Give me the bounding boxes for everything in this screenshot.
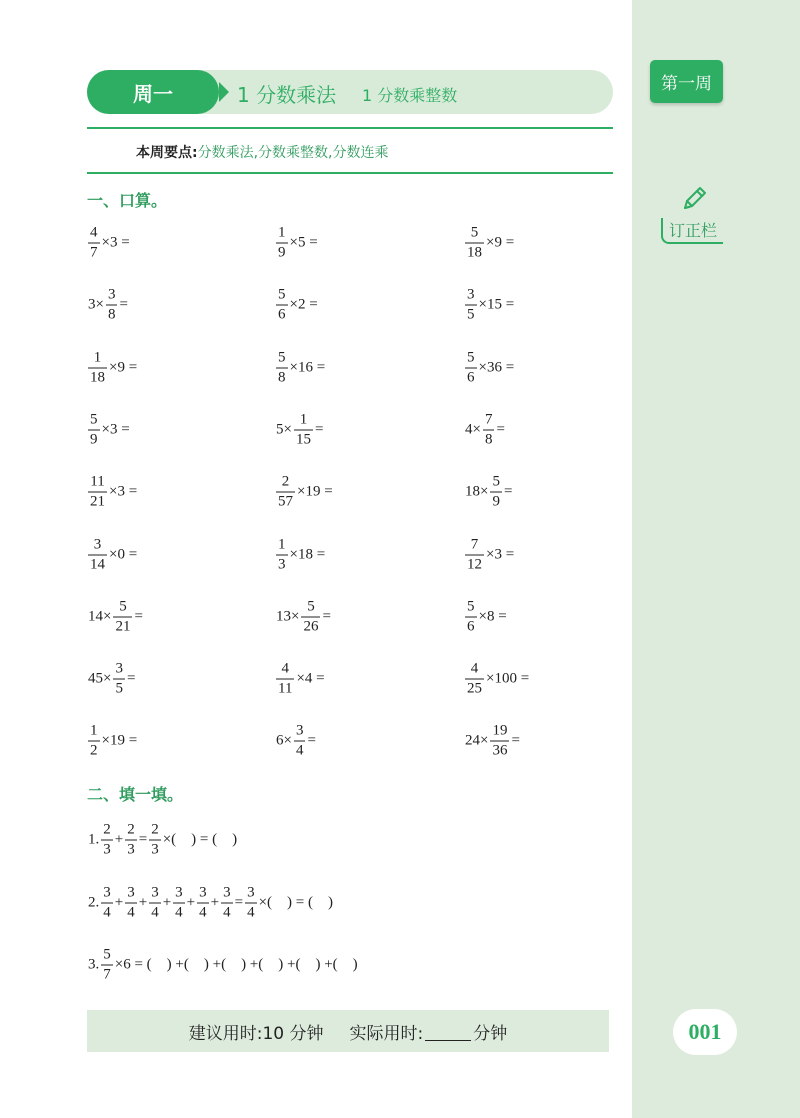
denominator: 7 — [103, 966, 111, 983]
divider-bottom — [87, 172, 613, 174]
oral-calc-problem — [464, 475, 513, 510]
actual-time-unit: 分钟 — [473, 1023, 508, 1044]
divider-top — [87, 127, 613, 129]
denominator: 15 — [295, 431, 311, 448]
fraction — [88, 475, 107, 510]
actual-time-blank[interactable] — [425, 1022, 471, 1041]
denominator: 57 — [278, 493, 293, 510]
expression-text: 1. — [88, 831, 100, 848]
expression-text: ×9 = — [109, 359, 138, 376]
fill-in-problem — [87, 823, 238, 858]
fraction — [125, 886, 137, 921]
oral-calc-problem — [464, 288, 515, 323]
fraction — [465, 662, 484, 697]
key-points — [136, 142, 389, 162]
denominator: 18 — [90, 369, 105, 386]
numerator: 3 — [175, 884, 183, 901]
expression-text: ×4 = — [296, 670, 325, 687]
expression-text: 6× — [276, 732, 292, 749]
fraction — [245, 886, 257, 921]
denominator: 18 — [467, 244, 482, 261]
denominator: 8 — [107, 306, 116, 323]
oral-calc-problem — [464, 412, 506, 447]
oral-calc-problem — [87, 288, 129, 323]
numerator: 2 — [151, 821, 159, 838]
denominator: 7 — [90, 244, 98, 261]
denominator: 4 — [175, 904, 183, 921]
suggested-time-value: 10 分钟 — [262, 1023, 324, 1044]
key-points-value: 分数乘法,分数乘整数,分数连乘 — [197, 145, 389, 161]
denominator: 5 — [467, 306, 475, 323]
oral-calc-problem — [275, 350, 326, 385]
expression-text: = — [322, 608, 331, 625]
denominator: 25 — [467, 680, 482, 697]
actual-time-label: 实际用时: — [349, 1023, 424, 1044]
section-fill-in-title: 二、填一填。 — [87, 785, 184, 804]
numerator: 3 — [467, 286, 475, 303]
fraction — [301, 599, 320, 634]
denominator: 4 — [199, 904, 207, 921]
expression-text: ×19 = — [297, 483, 333, 500]
fill-in-problem — [87, 886, 334, 921]
numerator: 5 — [90, 411, 98, 428]
expression-text: = — [496, 421, 505, 438]
week-tab: 第一周 — [650, 60, 723, 103]
numerator: 5 — [278, 349, 286, 366]
lesson-subtitle: 1 分数乘整数 — [362, 86, 458, 105]
numerator: 2 — [127, 821, 135, 838]
expression-text: ×36 = — [478, 359, 515, 376]
oral-calc-problem — [464, 724, 521, 759]
expression-text: 3× — [88, 296, 104, 313]
fraction — [465, 599, 477, 634]
denominator: 14 — [90, 556, 105, 572]
expression-text: = — [126, 670, 136, 687]
oral-calc-problem — [275, 599, 332, 634]
fraction — [101, 948, 113, 983]
numerator: 1 — [90, 722, 98, 739]
fraction — [101, 823, 113, 858]
fraction — [490, 724, 509, 759]
expression-text: + — [162, 894, 172, 911]
fraction — [197, 886, 209, 921]
expression-text: = — [307, 732, 316, 749]
expression-text: ×9 = — [486, 234, 515, 251]
oral-calc-problem — [464, 599, 508, 634]
oral-calc-problem — [275, 724, 317, 759]
numerator: 1 — [93, 349, 102, 366]
numerator: 5 — [467, 598, 475, 615]
fraction — [276, 226, 288, 261]
fraction — [88, 226, 100, 261]
fraction — [276, 288, 288, 323]
oral-calc-problem — [464, 662, 530, 697]
numerator: 11 — [90, 473, 105, 490]
denominator: 3 — [103, 841, 111, 858]
oral-calc-problem — [87, 475, 138, 510]
fill-in-problem — [87, 948, 359, 983]
oral-calc-problem — [275, 288, 319, 323]
denominator: 9 — [278, 244, 286, 261]
fraction — [113, 662, 125, 697]
suggested-time-label: 建议用时: — [188, 1023, 263, 1044]
denominator: 12 — [467, 556, 482, 572]
expression-text: 4× — [465, 421, 481, 438]
numerator: 1 — [278, 536, 286, 552]
oral-calc-problem — [87, 662, 136, 697]
denominator: 4 — [247, 904, 255, 921]
expression-text: + — [114, 894, 124, 911]
numerator: 1 — [278, 224, 286, 241]
key-points-label: 本周要点: — [136, 145, 198, 161]
numerator: 3 — [103, 884, 111, 901]
expression-text: ×0 = — [109, 546, 138, 562]
numerator: 3 — [107, 286, 116, 303]
expression-text: ×100 = — [486, 670, 530, 687]
expression-text: ×19 = — [101, 732, 138, 749]
denominator: 36 — [492, 742, 508, 759]
denominator: 9 — [492, 493, 500, 510]
denominator: 3 — [151, 841, 159, 858]
expression-text: ×16 = — [289, 359, 326, 376]
day-label: 周一 — [133, 81, 173, 106]
fraction — [149, 823, 161, 858]
denominator: 6 — [278, 306, 286, 323]
denominator: 2 — [90, 742, 98, 759]
day-badge — [87, 70, 219, 114]
pencil-icon — [678, 183, 710, 215]
denominator: 21 — [90, 493, 105, 510]
expression-text: ×15 = — [478, 296, 515, 313]
fraction — [101, 886, 113, 921]
numerator: 19 — [492, 722, 508, 739]
numerator: 3 — [223, 884, 231, 901]
fraction — [465, 537, 484, 572]
denominator: 9 — [90, 431, 98, 448]
denominator: 5 — [115, 680, 123, 697]
denominator: 4 — [103, 904, 111, 921]
expression-text: ×( ) = ( ) — [258, 894, 333, 911]
page-number: 001 — [673, 1009, 737, 1055]
numerator: 7 — [470, 536, 479, 552]
correction-sidebar — [632, 0, 800, 1118]
expression-text: ×18 = — [289, 546, 326, 562]
expression-text: 3. — [88, 956, 100, 973]
numerator: 2 — [281, 473, 290, 490]
expression-text: 45× — [88, 670, 112, 687]
expression-text: 2. — [88, 894, 100, 911]
numerator: 3 — [127, 884, 135, 901]
expression-text: = — [503, 483, 513, 500]
expression-text: = — [234, 894, 244, 911]
oral-calc-problem — [275, 662, 326, 697]
fraction — [483, 412, 495, 447]
denominator: 3 — [278, 556, 286, 572]
oral-calc-problem — [464, 537, 515, 572]
expression-text: + — [210, 894, 220, 911]
fraction — [221, 886, 233, 921]
fraction — [294, 724, 306, 759]
numerator: 5 — [103, 946, 111, 963]
fraction — [465, 288, 477, 323]
numerator: 4 — [470, 660, 479, 677]
section-oral-calculation-title: 一、口算。 — [87, 191, 168, 210]
denominator: 4 — [295, 742, 304, 759]
denominator: 3 — [127, 841, 135, 858]
numerator: 7 — [484, 411, 493, 428]
numerator: 3 — [115, 660, 123, 677]
denominator: 11 — [278, 680, 293, 697]
denominator: 6 — [467, 618, 475, 635]
expression-text: = — [134, 608, 143, 625]
oral-calc-problem — [464, 226, 515, 261]
fraction — [276, 350, 288, 385]
numerator: 1 — [299, 411, 308, 428]
oral-calc-problem — [87, 537, 138, 572]
numerator: 3 — [199, 884, 207, 901]
fraction — [125, 823, 137, 858]
fraction — [149, 886, 161, 921]
fraction — [88, 724, 100, 759]
expression-text: 5× — [276, 421, 292, 438]
oral-calc-problem — [87, 724, 138, 759]
fraction — [106, 288, 118, 323]
denominator: 4 — [223, 904, 231, 921]
denominator: 8 — [484, 431, 493, 448]
oral-calc-problem — [87, 226, 131, 261]
expression-text: = — [314, 421, 324, 438]
expression-text: ×5 = — [289, 234, 318, 251]
expression-text: ×8 = — [478, 608, 507, 625]
oral-calc-problem — [275, 475, 334, 510]
expression-text: ×6 = ( ) +( ) +( ) +( ) +( ) +( ) — [114, 956, 358, 973]
oral-calc-problem — [87, 412, 131, 447]
expression-text: 13× — [276, 608, 300, 625]
denominator: 6 — [467, 369, 475, 386]
fraction — [294, 412, 313, 447]
denominator: 8 — [278, 369, 286, 386]
numerator: 4 — [281, 660, 289, 677]
numerator: 3 — [247, 884, 255, 901]
expression-text: ×3 = — [101, 421, 130, 438]
fraction — [276, 537, 288, 572]
numerator: 5 — [278, 286, 286, 303]
oral-calc-problem — [275, 412, 324, 447]
fraction — [88, 537, 107, 572]
time-footer — [87, 1010, 609, 1052]
denominator: 26 — [303, 618, 319, 635]
numerator: 5 — [470, 224, 479, 241]
denominator: 4 — [127, 904, 135, 921]
expression-text: ×3 = — [486, 546, 515, 562]
expression-text: ×( ) = ( ) — [162, 831, 238, 848]
numerator: 3 — [93, 536, 102, 552]
fraction — [465, 350, 477, 385]
oral-calc-problem — [464, 350, 515, 385]
expression-text: ×2 = — [289, 296, 318, 313]
numerator: 2 — [103, 821, 111, 838]
fraction — [276, 475, 295, 510]
numerator: 3 — [295, 722, 304, 739]
expression-text: 18× — [465, 483, 489, 500]
fraction — [465, 226, 484, 261]
fraction — [173, 886, 185, 921]
denominator: 4 — [151, 904, 159, 921]
numerator: 3 — [151, 884, 159, 901]
fraction — [490, 475, 502, 510]
expression-text: 24× — [465, 732, 489, 749]
expression-text: + — [138, 894, 148, 911]
numerator: 5 — [467, 349, 475, 366]
expression-text: = — [119, 296, 128, 313]
expression-text: = — [511, 732, 520, 749]
lesson-title: 1 分数乘法 — [237, 83, 337, 107]
oral-calc-problem — [87, 350, 138, 385]
fraction — [88, 412, 100, 447]
expression-text: 14× — [88, 608, 112, 625]
oral-calc-problem — [275, 226, 319, 261]
oral-calc-problem — [275, 537, 326, 572]
expression-text: + — [114, 831, 124, 848]
expression-text: + — [186, 894, 196, 911]
numerator: 4 — [90, 224, 98, 241]
fraction — [113, 599, 132, 634]
expression-text: = — [138, 831, 148, 848]
expression-text: ×3 = — [109, 483, 138, 500]
fraction — [88, 350, 107, 385]
numerator: 5 — [119, 598, 127, 615]
numerator: 5 — [492, 473, 500, 490]
fraction — [276, 662, 294, 697]
correction-label: 订正栏 — [661, 218, 723, 244]
oral-calc-problem — [87, 599, 144, 634]
numerator: 5 — [307, 598, 315, 615]
expression-text: ×3 = — [101, 234, 130, 251]
denominator: 21 — [115, 618, 131, 635]
